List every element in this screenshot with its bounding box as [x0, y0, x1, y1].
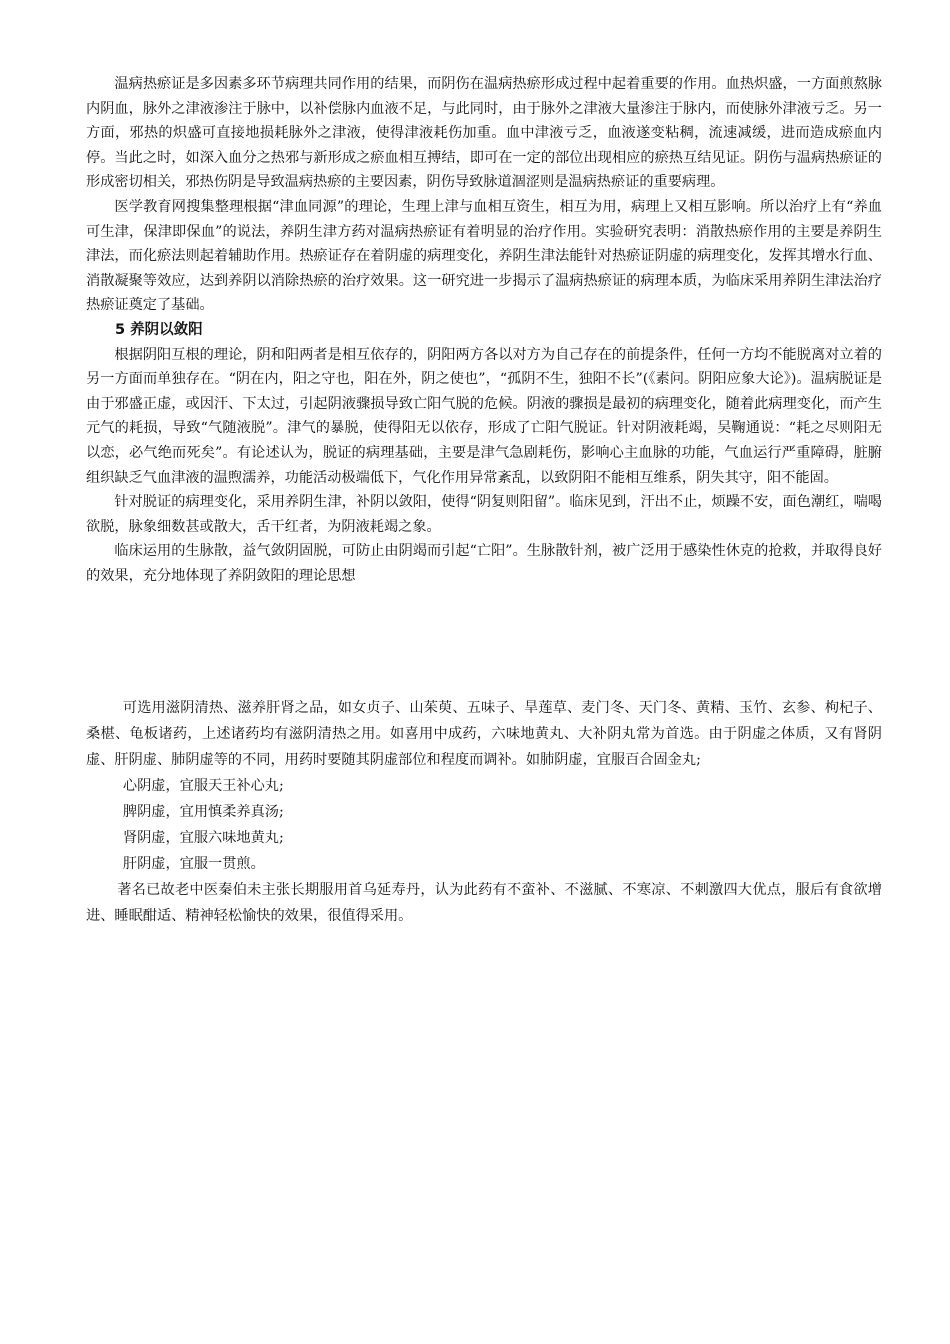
paragraph-herbs: 可选用滋阴清热、滋养肝肾之品，如女贞子、山茱萸、五味子、旱莲草、麦门冬、天门冬、黄精、玉竹、玄参、枸杞子、桑椹、龟板诸药，上述诸药均有滋阴清热之用。如喜用中成药，六味地黄丸、大补阴丸常为首选。由于阴虚之体质，又有肾阴虚、肝阴虚、肺阴虚等的不同，用药时要随其阴虚部位和程度而调补。如肺阴虚，宜服百合固金丸; [86, 700, 882, 768]
document-body [86, 72, 882, 588]
list-item: 肾阴虚，宜服六味地黄丸; [122, 830, 284, 846]
list-item: 肝阴虚，宜服一贯煎。 [122, 856, 265, 872]
paragraph-collapse-treatment: 针对脱证的病理变化，采用养阴生津，补阴以敛阳，使得“阴复则阳留”。临床见到，汗出不止，烦躁不安，面色潮红，喘喝欲脱，脉象细数甚或散大，舌干红者，为阴液耗竭之象。 [86, 494, 882, 535]
list-item: 脾阴虚，宜用慎柔养真汤; [122, 804, 284, 820]
paragraph-qin-bowei: 著名已故老中医秦伯未主张长期服用首乌延寿丹，认为此药有不蛮补、不滋腻、不寒凉、不刺激四大优点，服后有食欲增进、睡眠酣适、精神轻松愉快的效果，很值得采用。 [86, 882, 882, 924]
document-section-2 [86, 695, 882, 929]
section-heading: 5 养阴以敛阳 [115, 321, 203, 338]
list-item: 心阴虚，宜服天王补心丸; [122, 778, 284, 794]
paragraph-yin-yang: 根据阴阳互根的理论，阴和阳两者是相互依存的，阴阳两方各以对方为自己存在的前提条件，任何一方均不能脱离对立着的另一方面而单独存在。“阴在内，阳之守也，阳在外，阴之使也”，“孤阴不生，独阳不长”(《素问。阴阳应象大论》)。温病脱证是由于邪盛正虚，或因汗、下太过，引起阴液骤损导致亡阳气脱的危候。阴液的骤损是最初的病理变化，随着此病理变化，而产生元气的耗损，导致“气随液脱”。津气的暴脱，使得阳无以依存，形成了亡阳气脱证。针对阴液耗竭，吴鞠通说：“耗之尽则阳无以恋，必气绝而死矣”。有论述认为，脱证的病理基础，主要是津气急剧耗伤，影响心主血脉的功能，气血运行严重障碍，脏腑组织缺乏气血津液的温煦濡养，功能活动极端低下，气化作用异常紊乱，以致阴阳不能相互维系，阴失其守，阳不能固。 [86, 346, 882, 486]
paragraph-heat-stasis: 温病热瘀证是多因素多环节病理共同作用的结果，而阴伤在温病热瘀形成过程中起着重要的作用。血热炽盛，一方面煎熬脉内阴血，脉外之津液渗注于脉中，以补偿脉内血液不足，与此同时，由于脉外之津液大量渗注于脉内，而使脉外津液亏乏。另一方面，邪热的炽盛可直接地损耗脉外之津液，使得津液耗伤加重。血中津液亏乏，血液遂变粘稠，流速减缓，进而造成瘀血内停。当此之时，如深入血分之热邪与新形成之瘀血相互搏结，即可在一定的部位出现相应的瘀热互结见证。阴伤与温病热瘀证的形成密切相关，邪热伤阴是导致温病热瘀的主要因素，阴伤导致脉道涸涩则是温病热瘀证的重要病理。 [86, 76, 882, 191]
paragraph-fluid-blood: 医学教育网搜集整理根据“津血同源”的理论，生理上津与血相互资生，相互为用，病理上又相互影响。所以治疗上有“养血可生津，保津即保血”的说法，养阴生津方药对温病热瘀证有着明显的治疗作用。实验研究表明：消散热瘀作用的主要是养阴生津法，而化瘀法则起着辅助作用。热瘀证存在着阴虚的病理变化，养阴生津法能针对热瘀证阴虚的病理变化，发挥其增水行血、消散凝聚等效应，达到养阴以消除热瘀的治疗效果。这一研究进一步揭示了温病热瘀证的病理本质，为临床采用养阴生津法治疗热瘀证奠定了基础。 [86, 198, 882, 314]
paragraph-shengmai: 临床运用的生脉散，益气敛阴固脱，可防止由阴竭而引起“亡阳”。生脉散针剂，被广泛用于感染性休克的抢救，并取得良好的效果，充分地体现了养阴敛阳的理论思想 [86, 543, 882, 584]
